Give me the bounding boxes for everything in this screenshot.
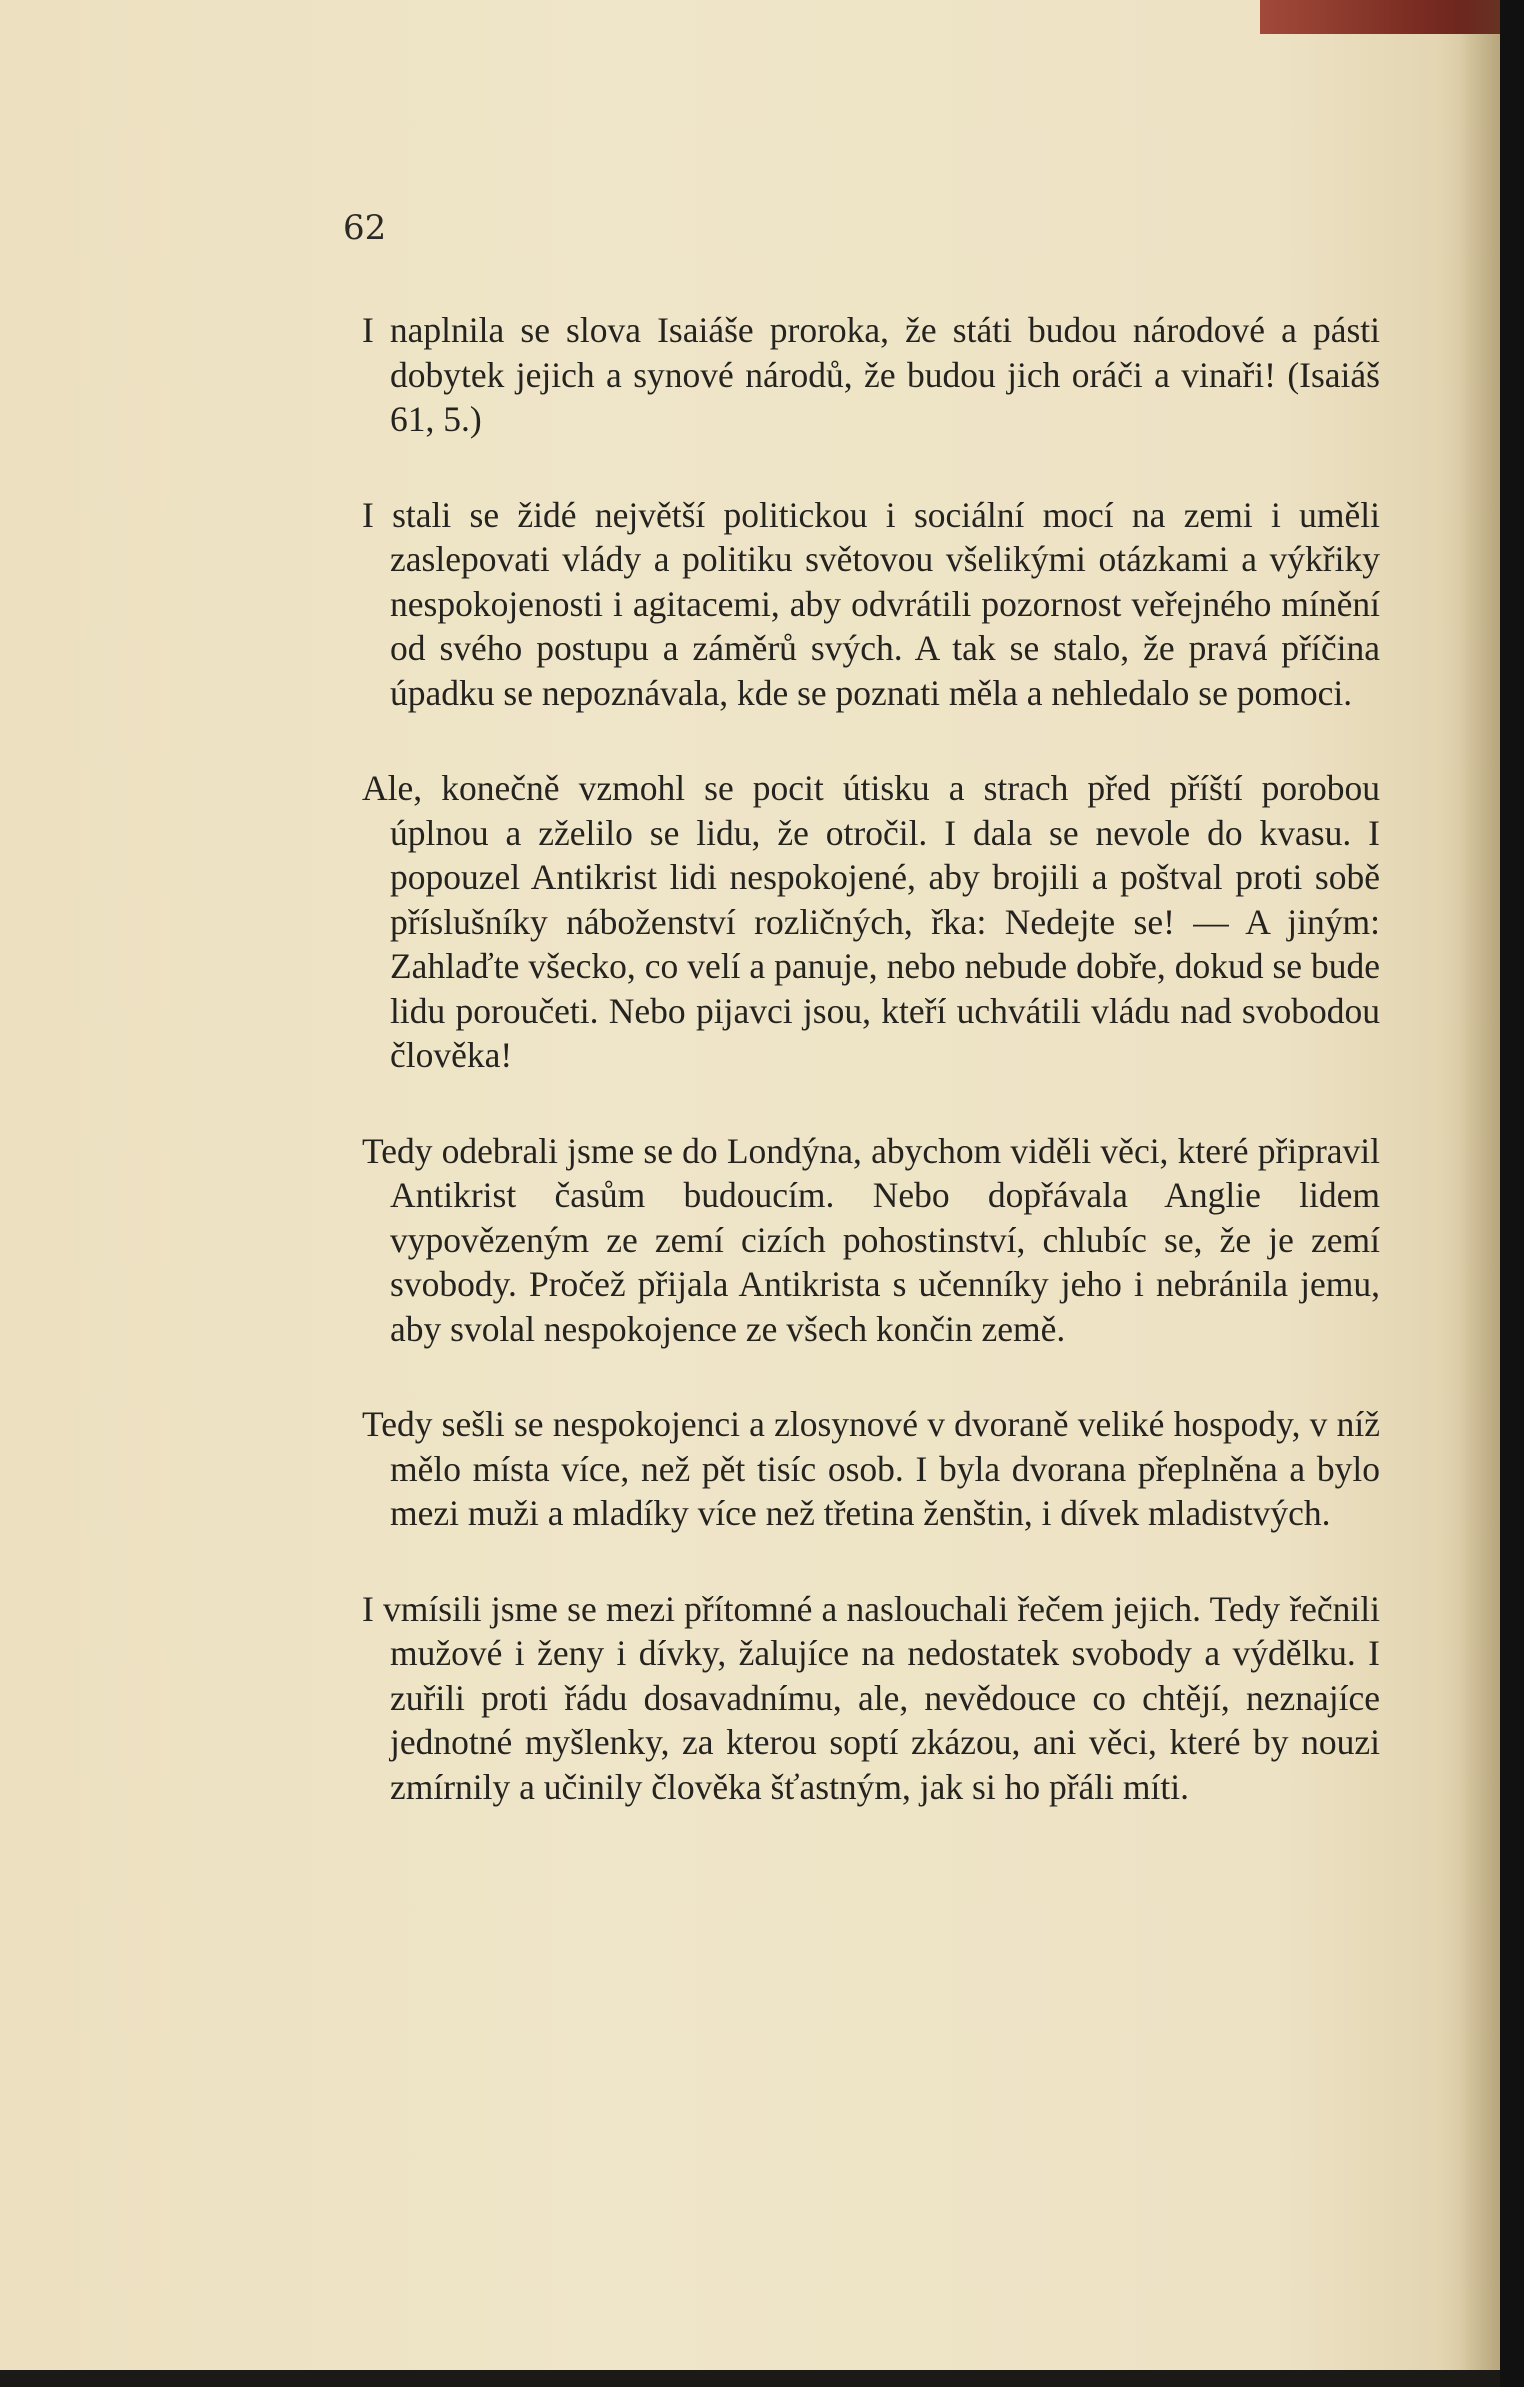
paragraph-3: Ale, konečně vzmohl se pocit útisku a strach před příští porobou úplnou a zželilo se lidu, že otročil. I dala se nevole do kvasu. I popouzel Antikrist lidi nespokojené, aby brojili a poštval proti sobě příslušníky náboženství rozličných, řka: Nedejte se! — A jiným: Zahlaďte všecko, co velí a panuje, nebo nebude dobře, dokud se bude lidu poroučeti. Nebo pijavci jsou, kteří uchvátili vládu nad svobodou člověka! [362, 768, 1380, 1075]
binding-strip [1260, 0, 1500, 34]
paragraph-4: Tedy odebrali jsme se do Londýna, abychom viděli věci, které připravil Antikrist časům budoucím. Nebo dopřávala Anglie lidem vypovězeným ze zemí cizích pohostinství, chlubíc se, že je zemí svobody. Pročež přijala Antikrista s učenníky jeho i nebránila jemu, aby svolal nespokojence ze všech končin země. [362, 1130, 1380, 1349]
page-number: 62 [343, 208, 387, 248]
page-text [348, 308, 1380, 1860]
paragraph-6: I vmísili jsme se mezi přítomné a naslouchali řečem jejich. Tedy řečnili mužové i ženy i dívky, žalujíce na nedostatek svobody a výdělku. I zuřili proti řádu dosavadnímu, ale, nevědouce co chtějí, neznajíce jednotné myšlenky, za kterou soptí zkázou, ani věci, které by nouzi zmírnily a učinily člověka šťastným, jak si ho přáli míti. [362, 1588, 1380, 1807]
paragraph-5: Tedy sešli se nespokojenci a zlosynové v dvoraně veliké hospody, v níž mělo místa více, než pět tisíc osob. I byla dvorana přeplněna a bylo mezi muži a mladíky více než třetina ženštin, i dívek mladistvých. [362, 1404, 1380, 1533]
paragraph-2: I stali se židé největší politickou i sociální mocí na zemi i uměli zaslepovati vlády a politiku světovou všelikými otázkami a výkřiky nespokojenosti i agitacemi, aby odvrátili pozornost veřejného mínění od svého postupu a záměrů svých. A tak se stalo, že pravá příčina úpadku se nepoznávala, kde se poznati měla a nehledalo se pomoci. [362, 494, 1380, 713]
scan-edge [1500, 0, 1524, 2387]
paragraph-1: I naplnila se slova Isaiáše proroka, že státi budou národové a pásti dobytek jejich a synové národů, že budou jich oráči a vinaři! (Isaiáš 61, 5.) [362, 310, 1380, 439]
